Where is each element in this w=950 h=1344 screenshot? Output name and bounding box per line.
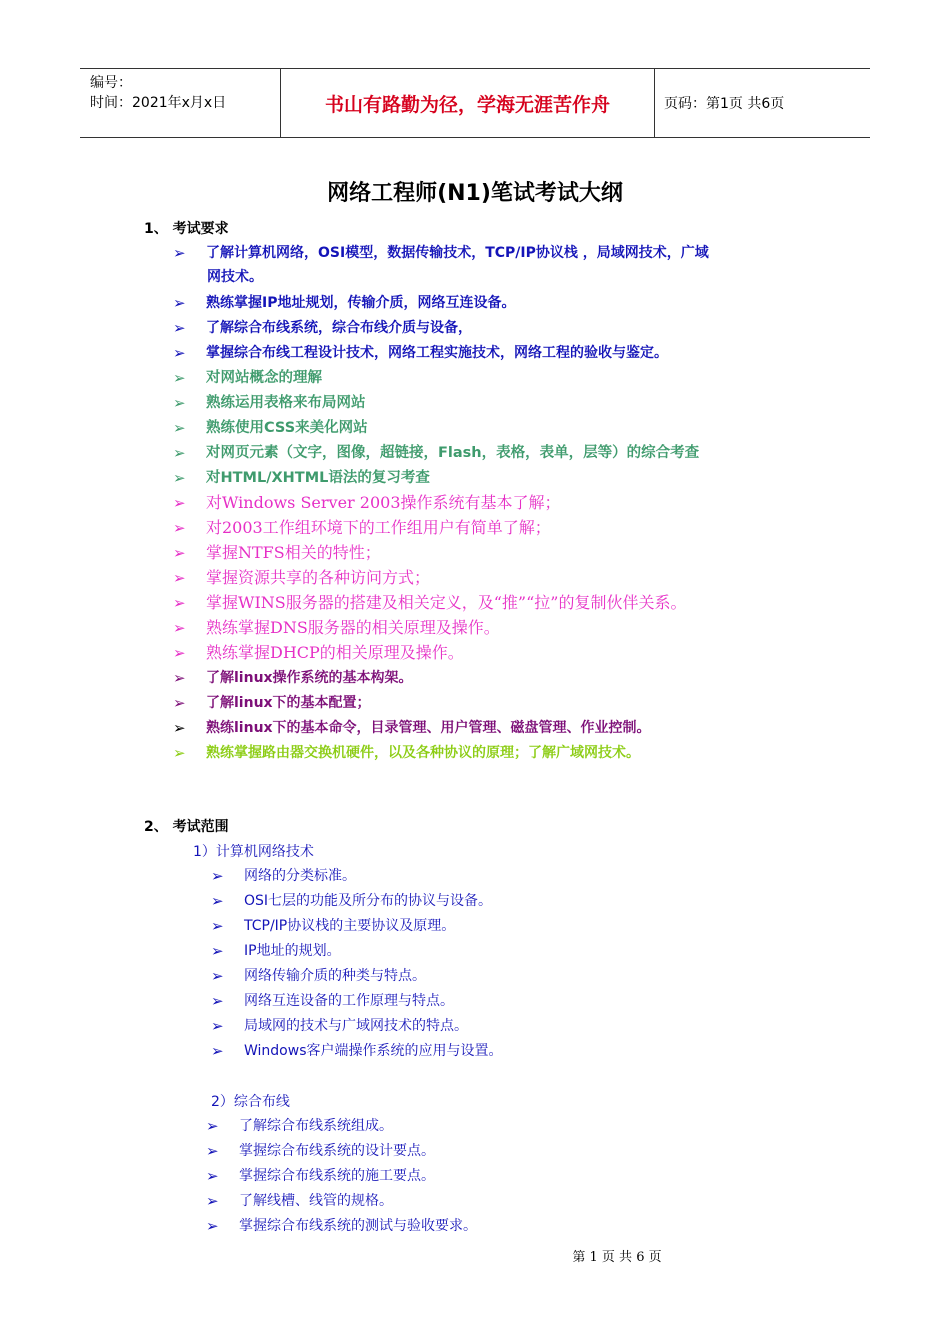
section1-item0-continuation: 网技术。 (207, 269, 263, 285)
arrow-bullet-icon: ➢ (173, 569, 186, 587)
list-item-text: 掌握综合布线系统的设计要点。 (239, 1143, 435, 1159)
arrow-bullet-icon: ➢ (173, 719, 186, 737)
subsection2-heading: 2）综合布线 (211, 1094, 290, 1110)
arrow-bullet-icon: ➢ (173, 594, 186, 612)
list-item-text: 掌握WINS服务器的搭建及相关定义，及“推”“拉”的复制伙伴关系。 (206, 593, 687, 612)
list-item-text: 了解linux操作系统的基本构架。 (206, 670, 413, 686)
section2-heading: 2、 考试范围 (144, 819, 229, 835)
subsection1-heading: 1）计算机网络技术 (193, 844, 314, 860)
list-item-text: 网络传输介质的种类与特点。 (244, 968, 426, 984)
arrow-bullet-icon: ➢ (173, 419, 186, 437)
arrow-bullet-icon: ➢ (211, 867, 224, 885)
arrow-bullet-icon: ➢ (173, 369, 186, 387)
arrow-bullet-icon: ➢ (211, 1042, 224, 1060)
list-item-text: 掌握综合布线工程设计技术，网络工程实施技术，网络工程的验收与鉴定。 (206, 345, 668, 361)
arrow-bullet-icon: ➢ (206, 1192, 219, 1210)
list-item-text: IP地址的规划。 (244, 943, 341, 959)
list-item-text: 熟练掌握DNS服务器的相关原理及操作。 (206, 618, 500, 637)
arrow-bullet-icon: ➢ (173, 519, 186, 537)
list-item-text: 了解linux下的基本配置； (206, 695, 371, 711)
arrow-bullet-icon: ➢ (206, 1117, 219, 1135)
list-item-text: 对2003工作组环境下的工作组用户有简单了解； (206, 518, 551, 537)
arrow-bullet-icon: ➢ (173, 669, 186, 687)
arrow-bullet-icon: ➢ (173, 469, 186, 487)
list-item-text: 网络互连设备的工作原理与特点。 (244, 993, 454, 1009)
arrow-bullet-icon: ➢ (173, 619, 186, 637)
list-item-text: 熟练掌握DHCP的相关原理及操作。 (206, 643, 464, 662)
list-item-text: 熟练使用CSS来美化网站 (206, 420, 368, 436)
header-table (80, 68, 870, 138)
list-item-text: 了解计算机网络，OSI模型，数据传输技术，TCP/IP协议栈 ，局域网技术，广域 (206, 245, 709, 261)
list-item-text: 掌握综合布线系统的施工要点。 (239, 1168, 435, 1184)
arrow-bullet-icon: ➢ (211, 992, 224, 1010)
arrow-bullet-icon: ➢ (173, 744, 186, 762)
list-item-text: 对HTML/XHTML语法的复习考查 (206, 470, 430, 486)
arrow-bullet-icon: ➢ (211, 1017, 224, 1035)
list-item-text: 局域网的技术与广域网技术的特点。 (244, 1018, 468, 1034)
arrow-bullet-icon: ➢ (173, 244, 186, 262)
arrow-bullet-icon: ➢ (206, 1217, 219, 1235)
list-item-text: 对Windows Server 2003操作系统有基本了解； (206, 493, 561, 512)
list-item-text: 掌握综合布线系统的测试与验收要求。 (239, 1218, 477, 1234)
arrow-bullet-icon: ➢ (173, 319, 186, 337)
header-left-cell (80, 69, 281, 137)
arrow-bullet-icon: ➢ (173, 394, 186, 412)
arrow-bullet-icon: ➢ (173, 344, 186, 362)
arrow-bullet-icon: ➢ (211, 917, 224, 935)
arrow-bullet-icon: ➢ (173, 644, 186, 662)
arrow-bullet-icon: ➢ (211, 942, 224, 960)
section1-heading: 1、 考试要求 (144, 221, 229, 237)
list-item-text: 掌握资源共享的各种访问方式； (206, 568, 431, 587)
arrow-bullet-icon: ➢ (173, 494, 186, 512)
arrow-bullet-icon: ➢ (211, 967, 224, 985)
list-item-text: 熟练linux下的基本命令，目录管理、用户管理、磁盘管理、作业控制。 (206, 720, 651, 736)
arrow-bullet-icon: ➢ (173, 694, 186, 712)
list-item-text: TCP/IP协议栈的主要协议及原理。 (244, 918, 456, 934)
list-item-text: 掌握NTFS相关的特性； (206, 543, 381, 562)
page-label: 页码：第1页 共6页 (664, 96, 785, 112)
list-item-text: 了解综合布线系统组成。 (239, 1118, 393, 1134)
list-item-text: 熟练运用表格来布局网站 (206, 395, 366, 411)
number-label: 编号： (90, 75, 132, 91)
list-item-text: 了解综合布线系统，综合布线介质与设备， (206, 320, 472, 336)
list-item-text: 熟练掌握路由器交换机硬件，以及各种协议的原理；了解广域网技术。 (206, 745, 640, 761)
arrow-bullet-icon: ➢ (211, 892, 224, 910)
arrow-bullet-icon: ➢ (206, 1167, 219, 1185)
arrow-bullet-icon: ➢ (173, 444, 186, 462)
list-item-text: 对网站概念的理解 (206, 370, 322, 386)
arrow-bullet-icon: ➢ (206, 1142, 219, 1160)
list-item-text: 对网页元素（文字，图像，超链接，Flash，表格，表单，层等）的综合考查 (206, 445, 700, 461)
list-item-text: OSI七层的功能及所分布的协议与设备。 (244, 893, 493, 909)
time-label: 时间：2021年x月x日 (90, 95, 227, 111)
arrow-bullet-icon: ➢ (173, 544, 186, 562)
list-item-text: 网络的分类标准。 (244, 868, 356, 884)
arrow-bullet-icon: ➢ (173, 294, 186, 312)
document-title: 网络工程师(N1)笔试考试大纲 (327, 181, 623, 206)
page-footer: 第 1 页 共 6 页 (572, 1250, 662, 1265)
list-item-text: 了解线槽、线管的规格。 (239, 1193, 393, 1209)
list-item-text: Windows客户端操作系统的应用与设置。 (244, 1043, 503, 1059)
motto: 书山有路勤为径，学海无涯苦作舟 (281, 69, 655, 137)
list-item-text: 熟练掌握IP地址规划，传输介质，网络互连设备。 (206, 295, 516, 311)
